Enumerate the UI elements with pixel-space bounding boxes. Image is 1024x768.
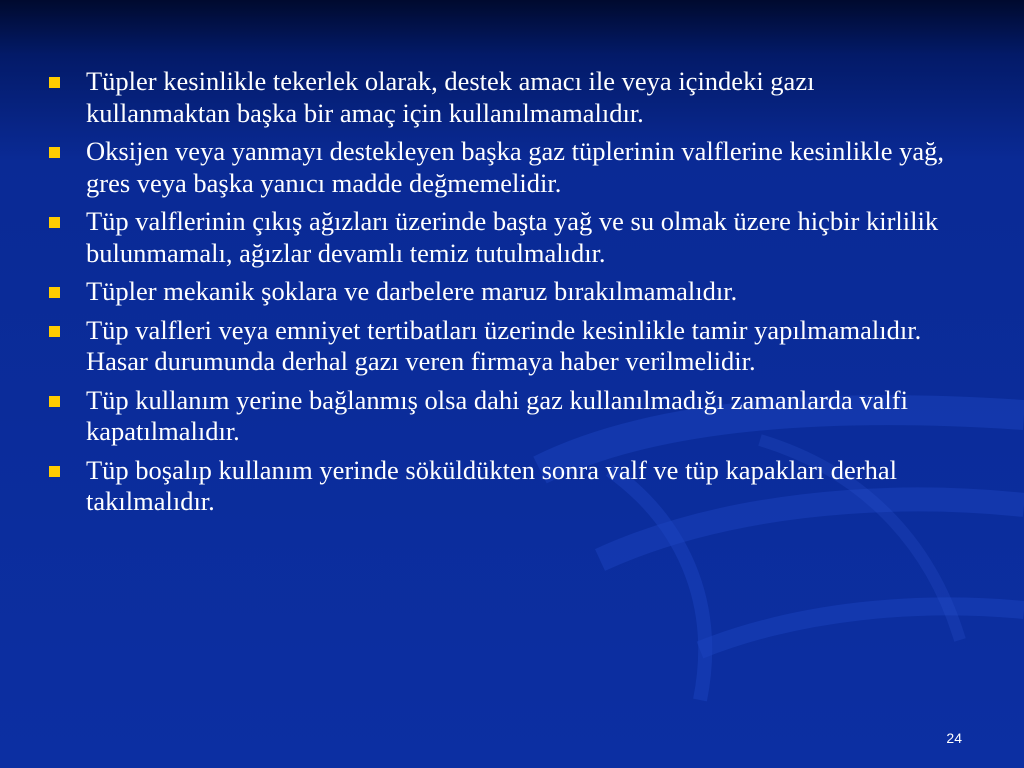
bullet-text: Oksijen veya yanmayı destekleyen başka gaz tüplerinin valflerine kesinlikle yağ, gres veya başka yanıcı madde değmemelidir. bbox=[86, 136, 945, 198]
bullet-item bbox=[46, 385, 956, 448]
bullet-text: Tüp boşalıp kullanım yerinde söküldükten sonra valf ve tüp kapakları derhal takılmalıdır. bbox=[86, 454, 897, 516]
square-bullet-icon bbox=[49, 326, 60, 337]
bullet-item bbox=[46, 206, 956, 269]
square-bullet-icon bbox=[49, 217, 60, 228]
bullet-item bbox=[46, 276, 956, 308]
bullet-item bbox=[46, 136, 956, 199]
square-bullet-icon bbox=[49, 396, 60, 407]
bullet-list bbox=[46, 66, 956, 525]
bullet-text: Tüp valflerinin çıkış ağızları üzerinde başta yağ ve su olmak üzere hiçbir kirlilik bulunmamalı, ağızlar devamlı temiz tutulmalıdır. bbox=[86, 206, 939, 268]
square-bullet-icon bbox=[49, 287, 60, 298]
bullet-item bbox=[46, 455, 956, 518]
page-number: 24 bbox=[946, 730, 962, 746]
bullet-item bbox=[46, 66, 956, 129]
bullet-text: Tüp valfleri veya emniyet tertibatları üzerinde kesinlikle tamir yapılmamalıdır. Hasar durumunda derhal gazı veren firmaya haber verilmelidir. bbox=[86, 314, 922, 376]
bullet-item bbox=[46, 315, 956, 378]
square-bullet-icon bbox=[49, 77, 60, 88]
square-bullet-icon bbox=[49, 466, 60, 477]
bullet-text: Tüpler kesinlikle tekerlek olarak, destek amacı ile veya içindeki gazı kullanmaktan başka bir amaç için kullanılmamalıdır. bbox=[86, 66, 815, 128]
square-bullet-icon bbox=[49, 147, 60, 158]
bullet-text: Tüpler mekanik şoklara ve darbelere maruz bırakılmamalıdır. bbox=[86, 276, 738, 306]
bullet-text: Tüp kullanım yerine bağlanmış olsa dahi gaz kullanılmadığı zamanlarda valfi kapatılmalıdır. bbox=[86, 384, 908, 446]
